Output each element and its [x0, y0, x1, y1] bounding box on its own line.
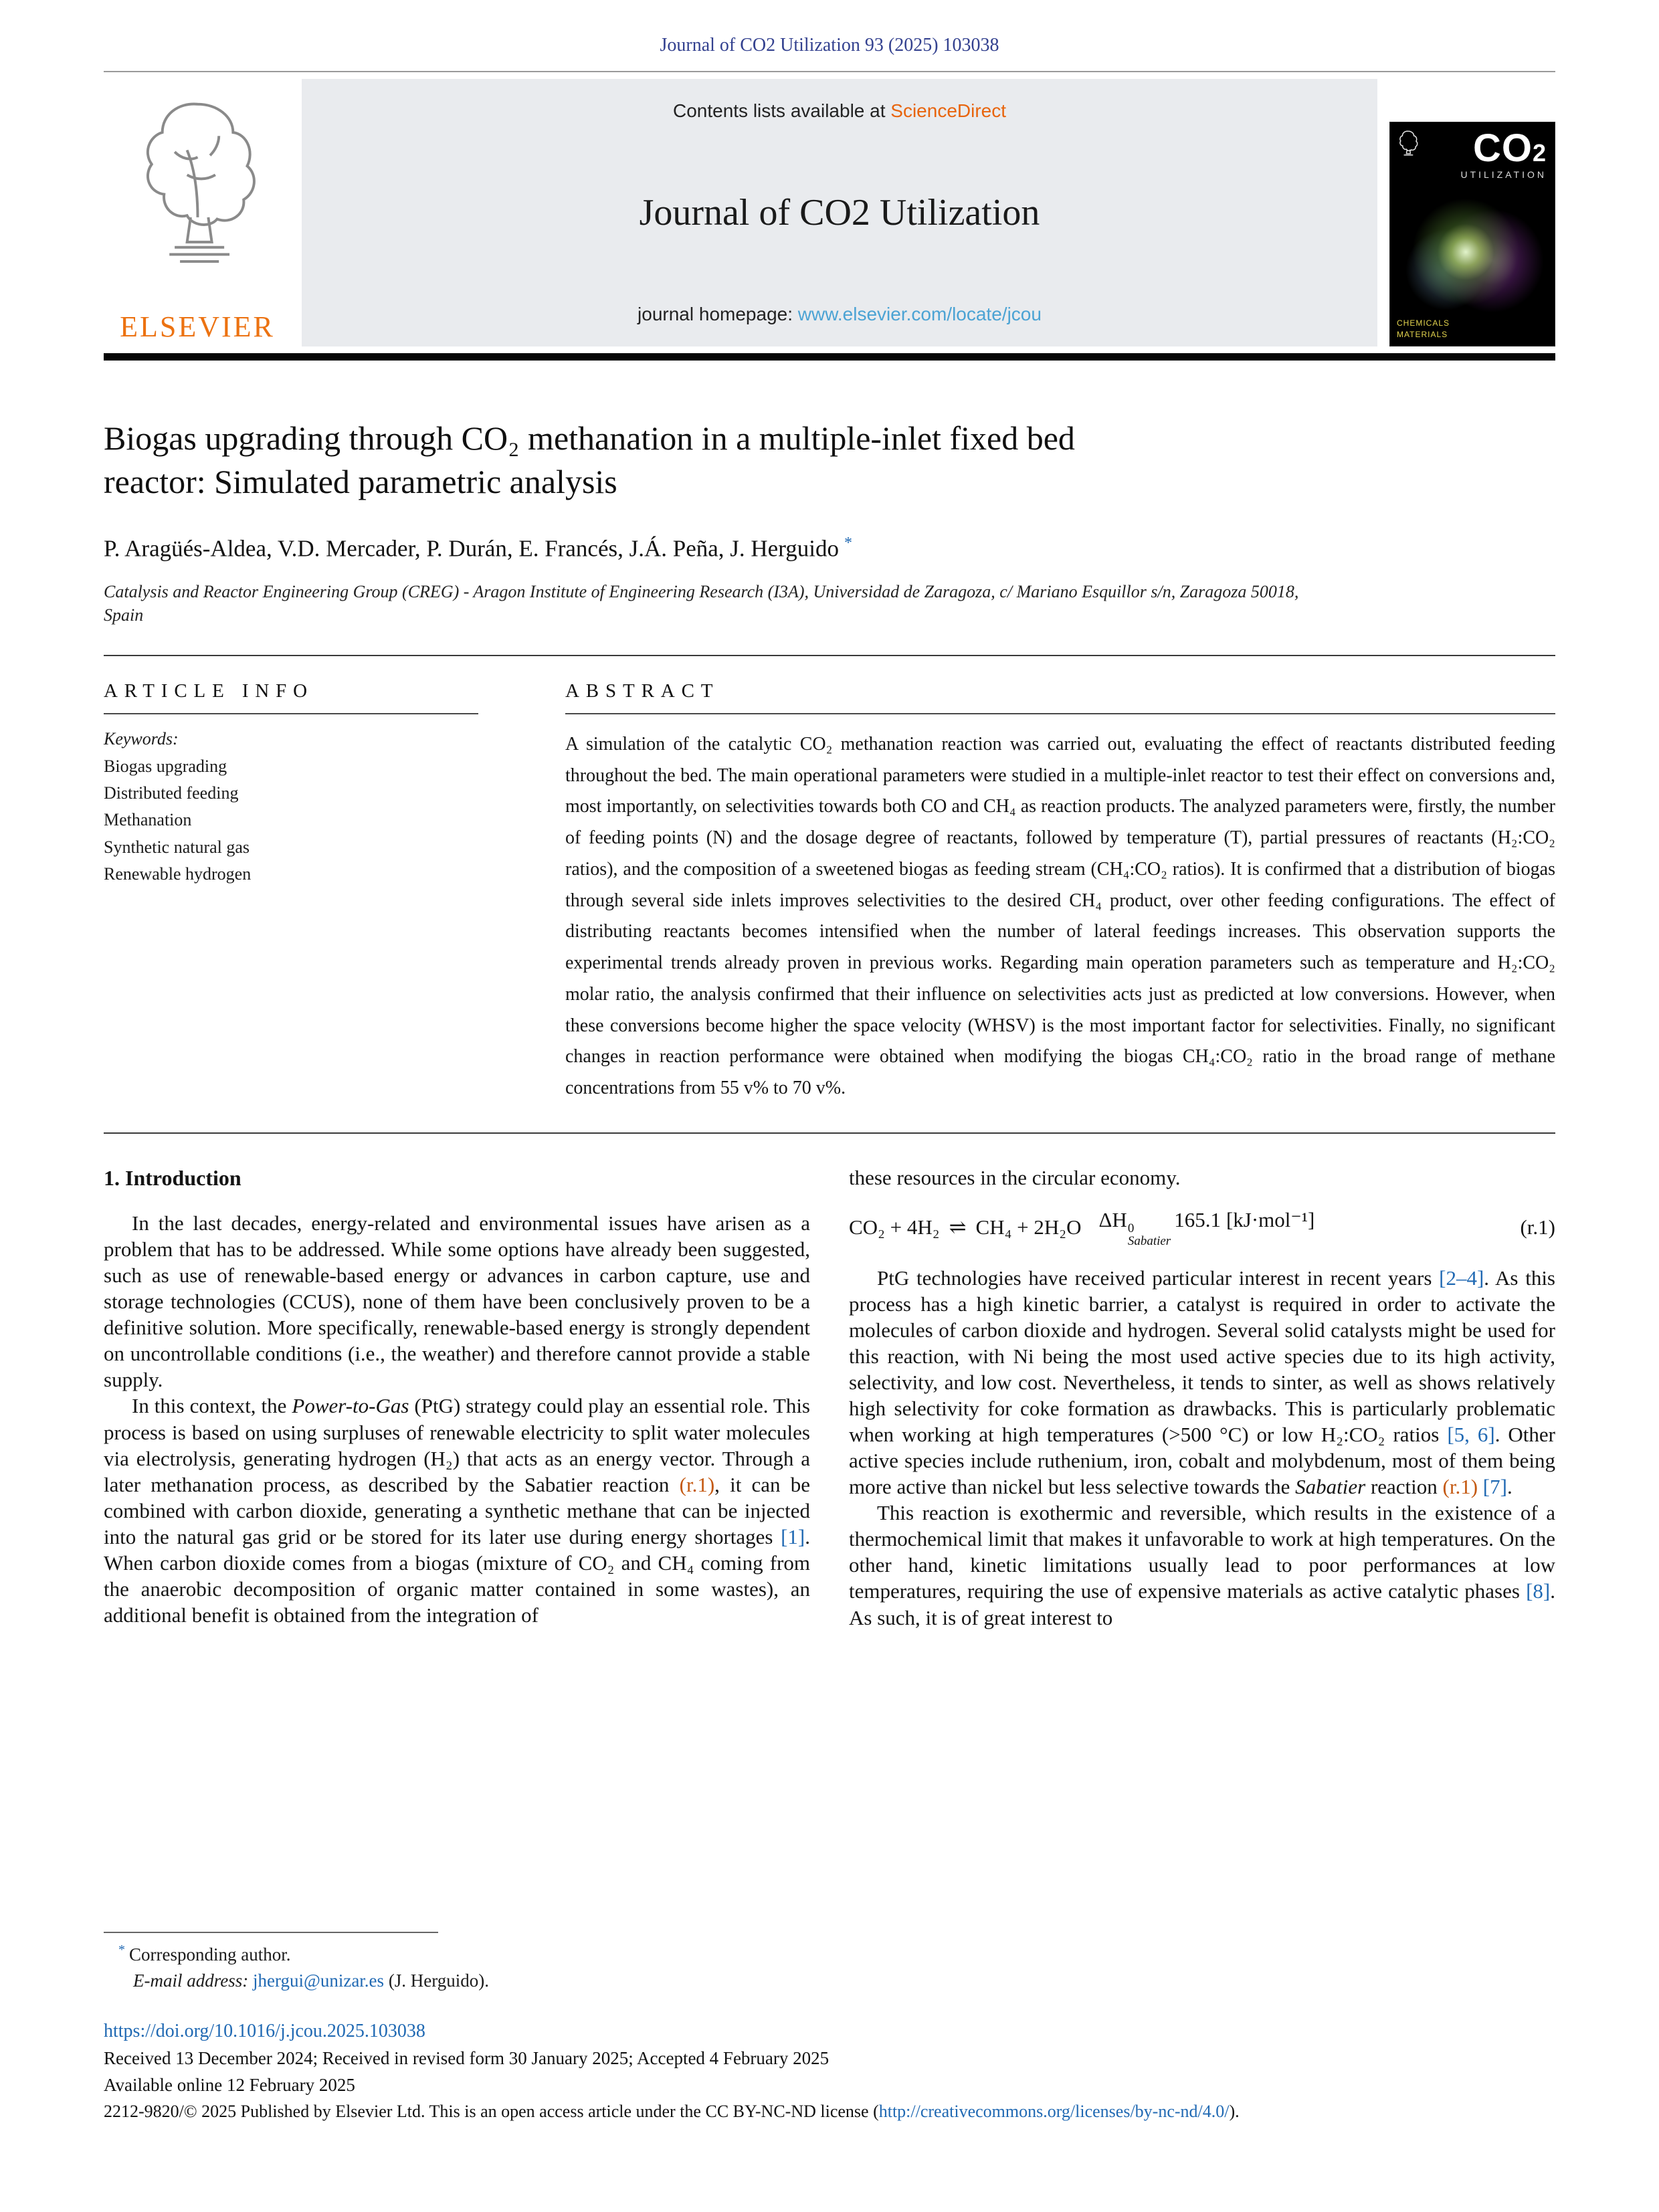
text-segment: .: [1506, 1475, 1512, 1499]
header-top-rule: [104, 71, 1555, 72]
info-abstract-section: [104, 656, 1555, 1132]
text-segment: ).: [1229, 2102, 1240, 2121]
affiliation-line: Spain: [104, 605, 144, 625]
homepage-link[interactable]: www.elsevier.com/locate/jcou: [797, 304, 1042, 324]
text-segment: . As such, it is of great interest to: [849, 1579, 1555, 1629]
equation-rhs: CH₄ + 2H₂O: [975, 1215, 1082, 1239]
text-segment: [1478, 1475, 1483, 1498]
equation-label[interactable]: (r.1): [1520, 1215, 1555, 1239]
cover-header: [1390, 122, 1555, 180]
email-link[interactable]: jhergui@unizar.es: [252, 1971, 385, 1991]
citation-link[interactable]: [7]: [1482, 1475, 1507, 1499]
author-list: [104, 534, 1555, 563]
article-title-line: reactor: Simulated parametric analysis: [104, 463, 617, 500]
sciencedirect-link[interactable]: ScienceDirect: [890, 100, 1007, 121]
article-title: [104, 417, 1555, 504]
page-footer: [104, 1932, 1555, 2122]
cover-co2-wordmark: CO2: [1472, 126, 1547, 170]
text-segment: reaction: [1365, 1475, 1443, 1499]
body-column-left: [104, 1165, 810, 1631]
equation-lhs: CO₂ + 4H₂: [849, 1215, 940, 1239]
italic-text: Sabatier: [1295, 1475, 1366, 1499]
cover-tagline: [1397, 318, 1450, 340]
abstract-text: A simulation of the catalytic CO₂ methanation reaction was carried out, evaluating the effect of reactants distributed feeding throughout the bed. The main operational parameters were studied in a multiple-inlet reactor to test their effect on conversions and, most importantly, on selectivities towards both CO and CH₄ as reaction products. The analyzed parameters were, firstly, the number of feeding points (N) and the dosage degree of reactants, followed by temperature (T), partial pressures of reactants (H₂:CO₂ ratios), and the composition of a sweetened biogas as feeding stream (CH₄:CO₂ ratios). It is confirmed that a distribution of biogas through several side inlets improves selectivities to the desired CH₄ product, over other feeding configurations. The effect of distributing reactants becomes intensified when the number of lateral feedings increases. This observation supports the experimental trends already proven in previous works. Regarding main operation parameters such as temperature and H₂:CO₂ molar ratio, the analysis confirmed that their influence on selectivities acts just as predicted at low conversions. However, when these conversions become higher the space velocity (WHSV) is the most important factor for selectivities. Finally, no significant changes in reaction performance were obtained when modifying the biogas CH₄:CO₂ ratio in the broad range of methane concentrations from 55 v% to 70 v%.: [565, 733, 1555, 1099]
paragraph: [849, 1265, 1555, 1500]
elsevier-wordmark: ELSEVIER: [120, 310, 275, 343]
homepage-line: [638, 304, 1042, 325]
footnote-text: Corresponding author.: [129, 1944, 291, 1965]
article-info-column: [104, 680, 478, 1104]
section-heading-introduction: 1. Introduction: [104, 1165, 241, 1190]
contents-line: [673, 100, 1006, 122]
copyright-line: [104, 2102, 1555, 2122]
equation-enthalpy: ΔH 0 Sabatier 165.1 [kJ·mol⁻¹]: [1098, 1207, 1315, 1248]
text-segment: 2212-9820/© 2025 Published by Elsevier Ltd. This is an open access article under the CC BY-NC-ND license (: [104, 2102, 879, 2121]
article-info-heading: ARTICLE INFO: [104, 680, 478, 714]
article-title-line: Biogas upgrading through CO₂ methanation in a multiple-inlet fixed bed: [104, 419, 1075, 457]
paragraph-continuation: these resources in the circular economy.: [849, 1165, 1181, 1189]
masthead-box: [302, 79, 1377, 346]
reaction-equation: [849, 1207, 1555, 1247]
text-segment: (PtG) strategy could play an essential role. This process is based on using surpluses of renewable electricity to split water molecules via electrolysis, generating hydrogen (H₂) that acts as an energy vector. Through a later methanation process, as described by the Sabatier reaction: [104, 1394, 810, 1496]
citation-link[interactable]: [2–4]: [1439, 1266, 1484, 1290]
paragraph: [104, 1393, 810, 1627]
keyword-item: Biogas upgrading: [104, 756, 227, 776]
text-segment: . As this process has a high kinetic barrier, a catalyst is required in order to activate the molecules of carbon dioxide and hydrogen. Several solid catalysts might be used for this reaction, with Ni being the most used active species due to its high activity, selectivity, and low cost. Nevertheless, it tends to sinter, as well as shows relatively high selectivity for coke formation as drawbacks. This is particularly problematic when working at high temperatures (>500 °C) or low H₂:CO₂ ratios: [849, 1266, 1555, 1447]
section-divider-rule: [104, 1132, 1555, 1134]
keyword-item: Methanation: [104, 810, 192, 830]
italic-text: Power-to-Gas: [292, 1394, 409, 1418]
equation-reference-link[interactable]: (r.1): [1442, 1475, 1478, 1499]
cover-tag-line: MATERIALS: [1397, 330, 1448, 340]
keywords-list: [104, 753, 478, 888]
masthead: [104, 79, 1555, 346]
author-names: P. Aragüés-Aldea, V.D. Mercader, P. Durán, E. Francés, J.Á. Peña, J. Herguido: [104, 535, 839, 562]
corresponding-author-note: [104, 1942, 1555, 1965]
contents-prefix: Contents lists available at: [672, 100, 886, 121]
homepage-prefix: journal homepage:: [638, 304, 793, 324]
keywords-label: Keywords:: [104, 728, 179, 748]
cover-tag-line: CHEMICALS: [1397, 318, 1450, 328]
doi-link[interactable]: https://doi.org/10.1016/j.jcou.2025.103038: [104, 2021, 425, 2041]
keyword-item: Renewable hydrogen: [104, 864, 252, 884]
text-segment: . Other active species include ruthenium, iron, cobalt and molybdenum, most of them being more active than nickel but less selective towards the: [849, 1423, 1555, 1499]
cover-brand: [1460, 126, 1547, 180]
cover-caption: UTILIZATION: [1460, 169, 1547, 180]
keyword-item: Distributed feeding: [104, 783, 239, 803]
journal-cover-thumbnail[interactable]: [1389, 122, 1555, 346]
cover-elsevier-tree-icon: [1398, 129, 1418, 159]
abstract-column: [565, 680, 1555, 1104]
elsevier-logo[interactable]: [104, 79, 291, 346]
citation-link[interactable]: [8]: [1526, 1579, 1551, 1603]
available-online: Available online 12 February 2025: [104, 2075, 355, 2095]
page-content: [104, 0, 1555, 1631]
article-body: [104, 1165, 1555, 1631]
citation-link[interactable]: [5, 6]: [1447, 1423, 1495, 1447]
abstract-heading: ABSTRACT: [565, 680, 1555, 714]
text-segment: . When carbon dioxide comes from a biogas (mixture of CO₂ and CH₄ coming from the anaerobic decomposition of organic matter contained in some wastes), an additional benefit is obtained from the integration of: [104, 1524, 810, 1627]
body-column-right: [849, 1165, 1555, 1631]
equation-reference-link[interactable]: (r.1): [679, 1472, 715, 1496]
email-suffix: (J. Herguido).: [388, 1971, 490, 1991]
email-label: E-mail address:: [133, 1971, 249, 1991]
hyperlink[interactable]: http://creativecommons.org/licenses/by-nc-nd/4.0/: [878, 2102, 1230, 2121]
text-segment: , it can be combined with carbon dioxide, generating a synthetic methane that can be injected into the natural gas grid or be stored for its later use during energy shortages: [104, 1472, 810, 1548]
text-segment: In this context, the: [132, 1394, 292, 1418]
affiliation: [104, 580, 1555, 627]
paragraph: In the last decades, energy-related and environmental issues have arisen as a problem that has to be addressed. While some options have already been suggested, such as use of renewable-based energy or advances in carbon capture, use and storage technologies (CCUS), none of them have been conclusively proven to be a definitive solution. More specifically, renewable-based energy is strongly dependent on uncontrollable conditions (i.e., the weather) and therefore cannot provide a stable supply.: [104, 1211, 810, 1392]
corresponding-author-mark[interactable]: *: [844, 534, 852, 552]
citation-link[interactable]: [1]: [781, 1524, 805, 1548]
elsevier-tree-icon: [136, 88, 260, 276]
equilibrium-arrow-icon: ⇌: [949, 1215, 967, 1239]
footnote-rule: [104, 1932, 438, 1933]
paragraph: [849, 1500, 1555, 1630]
affiliation-line: Catalysis and Reactor Engineering Group (CREG) - Aragon Institute of Engineering Research (I3A), Universidad de Zaragoza, c/ Mariano Esquillor s/n, Zaragoza 50018,: [104, 581, 1299, 601]
keyword-item: Synthetic natural gas: [104, 837, 250, 857]
received-dates: Received 13 December 2024; Received in revised form 30 January 2025; Accepted 4 February 2025: [104, 2048, 830, 2068]
footnote-asterisk: *: [118, 1942, 125, 1957]
masthead-divider-bar: [104, 353, 1555, 361]
text-segment: PtG technologies have received particular interest in recent years: [877, 1266, 1440, 1290]
email-line: [104, 1971, 1555, 1991]
journal-citation-header: Journal of CO2 Utilization 93 (2025) 103038: [660, 35, 999, 56]
text-segment: This reaction is exothermic and reversible, which results in the existence of a thermochemical limit that makes it unfavorable to work at high temperatures. On the other hand, kinetic limitations usually lead to poor performances at low temperatures, requiring the use of expensive materials as active catalytic phases: [849, 1501, 1555, 1603]
journal-title: Journal of CO2 Utilization: [639, 192, 1040, 233]
